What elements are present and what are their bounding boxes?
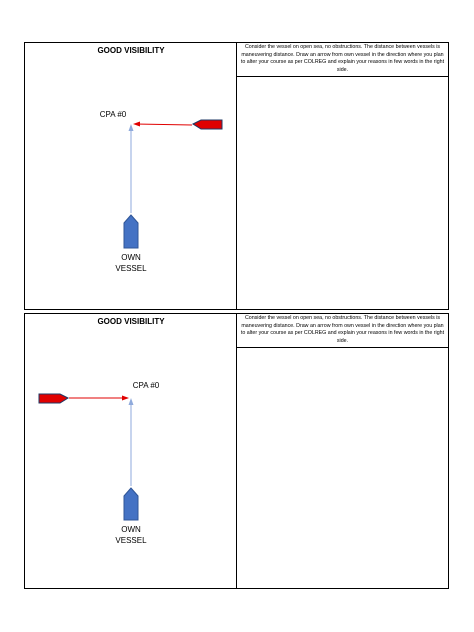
exercise-panel-1 [24,42,449,310]
own-vessel-shape [124,488,138,520]
answer-area[interactable] [237,77,448,309]
answer-area[interactable] [237,348,448,588]
own-vessel-shape [124,215,138,248]
own-vessel-track-arrowhead [129,124,134,131]
target-vessel-track-arrowhead [133,122,140,127]
instructions-text: Consider the vessel on open sea, no obstructions. The distance between vessels is maneuvering distance. Draw an arrow from own vessel in the direction where you plan to alter your course as per COLREG and explain your reasons in few words in the right side. [237,43,448,77]
target-vessel-track-line [135,124,192,125]
own-vessel-label-line2: VESSEL [115,536,147,545]
cpa-label: CPA #0 [99,110,127,119]
scenario-diagram-1 [25,43,237,309]
exercise-panel-2 [24,313,449,589]
target-vessel-shape [193,120,222,129]
own-vessel-label-line2: VESSEL [115,264,147,273]
scenario-heading: GOOD VISIBILITY [97,317,165,326]
answer-column-1 [237,43,448,309]
instructions-text: Consider the vessel on open sea, no obstructions. The distance between vessels is maneuvering distance. Draw an arrow from own vessel in the direction where you plan to alter your course as per COLREG and explain your reasons in few words in the right side. [237,314,448,348]
own-vessel-label-line1: OWN [121,525,141,534]
encounter-diagram [25,314,237,590]
own-vessel-track-arrowhead [129,398,134,405]
target-vessel-track-arrowhead [122,396,129,401]
target-vessel-shape [39,394,68,403]
answer-column-2 [237,314,448,588]
own-vessel-label-line1: OWN [121,253,141,262]
scenario-heading: GOOD VISIBILITY [97,46,165,55]
cpa-label: CPA #0 [132,381,160,390]
scenario-diagram-2 [25,314,237,588]
